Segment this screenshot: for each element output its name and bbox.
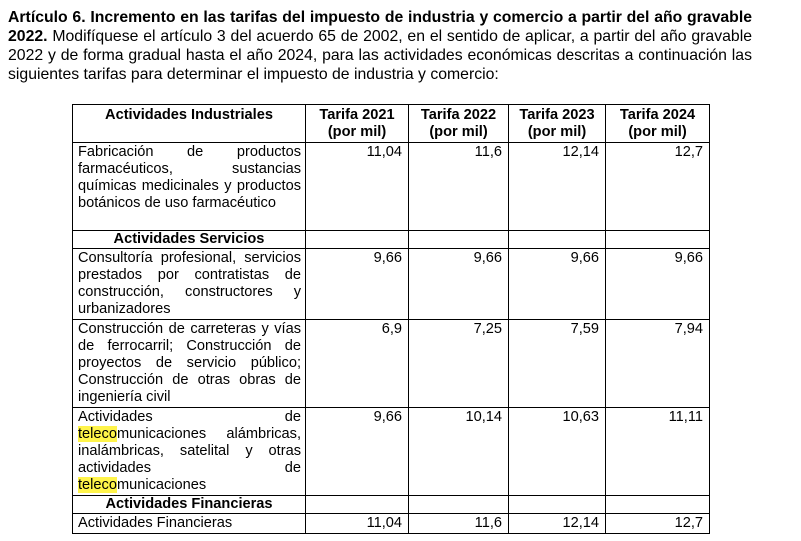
table-header-row	[73, 105, 710, 143]
section-blank-cell	[606, 231, 710, 249]
header-tarifa-2021: Tarifa 2021 (por mil)	[306, 105, 409, 143]
section-blank-cell	[509, 231, 606, 249]
tarifa-2024-cell: 7,94	[606, 320, 710, 408]
tarifa-2024-cell: 9,66	[606, 249, 710, 320]
activity-text: municaciones alámbricas, inalámbricas, satelital y otras actividades de	[78, 426, 301, 476]
tarifa-2023-cell: 7,59	[509, 320, 606, 408]
highlighted-text: teleco	[78, 477, 117, 493]
header-tarifa-2023: Tarifa 2023 (por mil)	[509, 105, 606, 143]
tarifa-2021-cell: 6,9	[306, 320, 409, 408]
tarifa-2021-cell: 9,66	[306, 408, 409, 496]
header-tarifa-2024: Tarifa 2024 (por mil)	[606, 105, 710, 143]
tarifa-2022-cell: 11,6	[409, 514, 509, 534]
tarifa-2022-cell: 9,66	[409, 249, 509, 320]
tarifa-2021-cell: 11,04	[306, 514, 409, 534]
section-title-servicios: Actividades Servicios	[73, 231, 306, 249]
tarifa-2022-cell: 10,14	[409, 408, 509, 496]
article-body: Modifíquese el artículo 3 del acuerdo 65 de 2002, en el sentido de aplicar, a partir del año gravable 2022 y de forma gradual hasta el año 2024, para las actividades económicas descritas a continuación las siguientes tarifas para determinar el impuesto de industria y comercio:	[8, 28, 752, 83]
highlighted-text: teleco	[78, 426, 117, 442]
activity-cell: Fabricación de productos farmacéuticos, sustancias químicas medicinales y productos botánicos de uso farmacéutico	[73, 143, 306, 231]
section-blank-cell	[409, 231, 509, 249]
activity-text: municaciones	[116, 477, 207, 493]
tarifa-2022-cell: 11,6	[409, 143, 509, 231]
section-title-financieras: Actividades Financieras	[73, 496, 306, 514]
table-row	[73, 249, 710, 320]
activity-cell: Construcción de carreteras y vías de ferrocarril; Construcción de proyectos de servicio público; Construcción de otras obras de ingeniería civil	[73, 320, 306, 408]
tarifa-2024-cell: 11,11	[606, 408, 710, 496]
section-blank-cell	[509, 496, 606, 514]
tarifa-2021-cell: 11,04	[306, 143, 409, 231]
article-paragraph	[8, 8, 752, 84]
section-row-financieras	[73, 496, 710, 514]
tarifa-2022-cell: 7,25	[409, 320, 509, 408]
section-blank-cell	[409, 496, 509, 514]
tarifa-2024-cell: 12,7	[606, 514, 710, 534]
article-heading: Artículo 6. Incremento en las tarifas del impuesto de industria y comercio a partir del año gravable 2022.	[8, 9, 752, 45]
tarifa-2023-cell: 12,14	[509, 514, 606, 534]
section-blank-cell	[606, 496, 710, 514]
section-blank-cell	[306, 496, 409, 514]
tariff-table	[72, 104, 710, 534]
tarifa-2023-cell: 10,63	[509, 408, 606, 496]
header-activities-industriales: Actividades Industriales	[73, 105, 306, 143]
table-row	[73, 408, 710, 496]
activity-cell-telecom	[73, 408, 306, 496]
table-row	[73, 143, 710, 231]
section-blank-cell	[306, 231, 409, 249]
tarifa-2024-cell: 12,7	[606, 143, 710, 231]
activity-cell: Actividades Financieras	[73, 514, 306, 534]
activity-text: Actividades de	[78, 409, 301, 425]
table-row	[73, 320, 710, 408]
header-tarifa-2022: Tarifa 2022 (por mil)	[409, 105, 509, 143]
tarifa-2023-cell: 12,14	[509, 143, 606, 231]
table-row	[73, 514, 710, 534]
tarifa-2021-cell: 9,66	[306, 249, 409, 320]
tarifa-2023-cell: 9,66	[509, 249, 606, 320]
activity-cell: Consultoría profesional, servicios prestados por contratistas de construcción, constructores y urbanizadores	[73, 249, 306, 320]
section-row-servicios	[73, 231, 710, 249]
